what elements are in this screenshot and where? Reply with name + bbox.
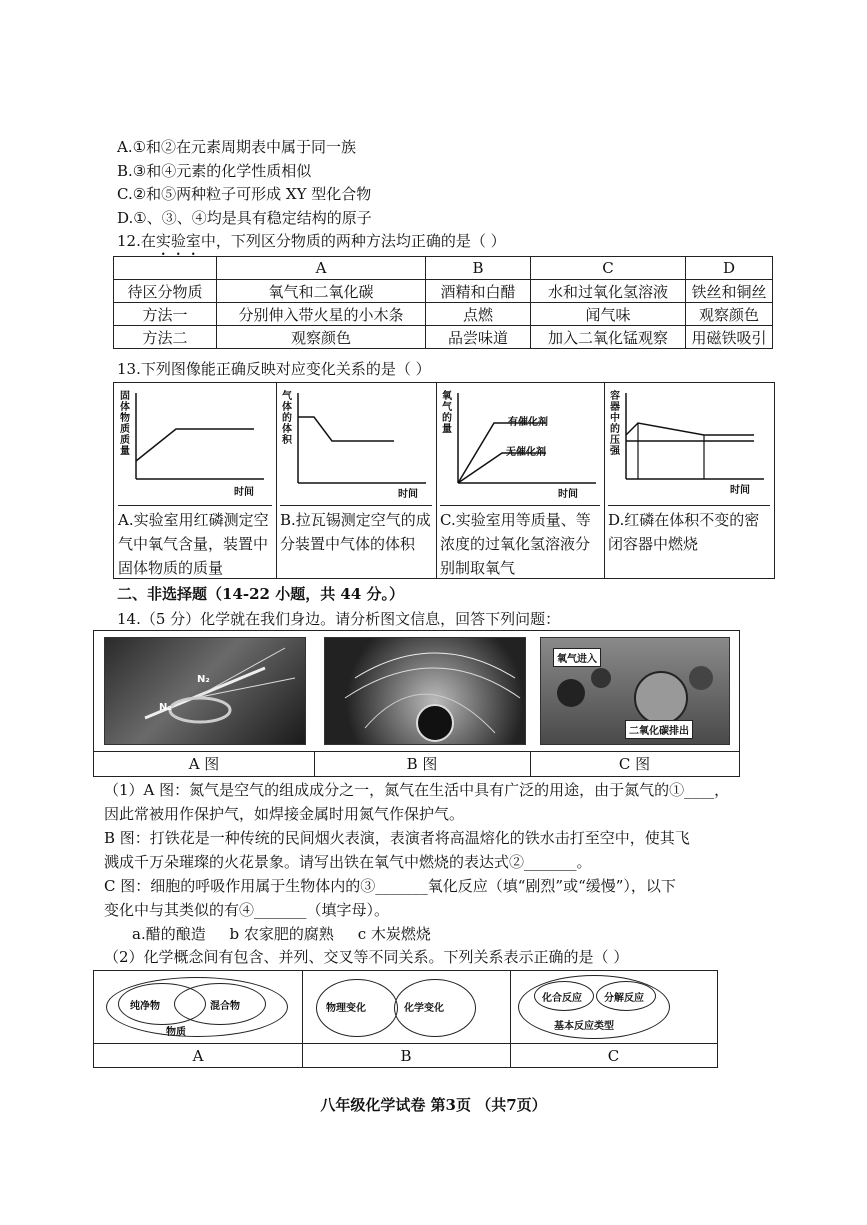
oxygen-in-label: 氧气进入 [553, 648, 601, 667]
q14-pb-line2: 溅成千万朵璀璨的火花景象。请写出铁在氧气中燃烧的表达式②_______。 [104, 853, 592, 871]
q14-pc-line2: 变化中与其类似的有④_______（填字母）。 [104, 901, 390, 919]
iron-flower-photo [324, 637, 526, 745]
q11-option-c: C.②和⑤两种粒子可形成 XY 型化合物 [117, 185, 372, 203]
graph-b-ylabel: 气体的体积 [282, 391, 292, 446]
n2-label-2: N₂ [159, 702, 172, 713]
q12-stem-emphasis: 实验室 [155, 232, 201, 250]
table-cell: 观察颜色 [686, 303, 773, 326]
q14-pc-line1: C 图：细胞的呼吸作用属于生物体内的③_______氧化反应（填“剧烈”或“缓慢”），以下 [104, 877, 676, 895]
venn-figure-row [93, 970, 718, 1068]
pic-a-caption: A 图 [94, 751, 315, 776]
venn-c-label-2: 分解反应 [604, 993, 644, 1004]
table-cell: B [426, 257, 531, 280]
respiration-diagram [540, 637, 730, 745]
q12-table [113, 256, 773, 349]
table-row [114, 280, 773, 303]
series-label-no-catalyst: 无催化剂 [506, 447, 546, 458]
table-cell: 分别伸入带火星的小木条 [217, 303, 426, 326]
venn-b-caption: B [302, 1043, 510, 1068]
co2-out-label: 二氧化碳排出 [625, 720, 693, 739]
q12-stem [117, 230, 506, 259]
iron-sparks-image [325, 638, 525, 744]
graph-d-xlabel: 时间 [730, 485, 750, 496]
table-cell: 水和过氧化氢溶液 [531, 280, 686, 303]
table-cell: 方法一 [114, 303, 217, 326]
table-cell: C [531, 257, 686, 280]
venn-a [94, 971, 303, 1067]
q14-stem: 14.（5 分）化学就在我们身边。请分析图文信息，回答下列问题： [117, 610, 561, 628]
graph-c-caption: C.实验室用等质量、等浓度的过氧化氢溶液分别制取氧气 [440, 505, 600, 580]
venn-b-label-1: 物理变化 [326, 1003, 366, 1014]
q12-stem-suffix: 中，下列区分物质的两种方法均正确的是（ ） [200, 232, 506, 250]
table-cell: 用磁铁吸引 [686, 326, 773, 349]
q11-option-d: D.①、③、④均是具有稳定结构的原子 [117, 209, 372, 227]
page-footer: 八年级化学试卷 第3页 （共7页） [320, 1096, 547, 1114]
table-cell: A [217, 257, 426, 280]
series-label-catalyst: 有催化剂 [508, 417, 548, 428]
venn-a-label-1: 纯净物 [130, 1001, 160, 1012]
q12-header-row [114, 257, 773, 280]
venn-c-label-1: 化合反应 [542, 993, 582, 1004]
table-cell: 加入二氧化锰观察 [531, 326, 686, 349]
q14-part2-stem: （2）化学概念间有包含、并列、交叉等不同关系。下列关系表示正确的是（ ） [104, 948, 629, 966]
q13-graph-grid [113, 382, 775, 579]
graph-d-caption: D.红磷在体积不变的密闭容器中燃烧 [608, 505, 770, 556]
venn-a-label-3: 物质 [166, 1027, 186, 1038]
table-cell: 氧气和二氧化碳 [217, 280, 426, 303]
graph-d-ylabel: 容器中的压强 [610, 391, 620, 457]
venn-c-label-3: 基本反应类型 [554, 1021, 614, 1032]
q11-option-b: B.③和④元素的化学性质相似 [117, 162, 312, 180]
table-cell: D [686, 257, 773, 280]
table-cell [114, 257, 217, 280]
q11-option-a: A.①和②在元素周期表中属于同一族 [117, 138, 357, 156]
q14-figure-strip [93, 630, 740, 777]
venn-a-caption: A [94, 1043, 302, 1068]
venn-b-label-2: 化学变化 [404, 1003, 444, 1014]
table-cell: 方法二 [114, 326, 217, 349]
table-cell: 闻气味 [531, 303, 686, 326]
table-cell: 品尝味道 [426, 326, 531, 349]
n2-label-1: N₂ [197, 674, 210, 685]
table-row [114, 303, 773, 326]
q13-stem: 13.下列图像能正确反映对应变化关系的是（ ） [117, 360, 431, 378]
welding-photo [104, 637, 306, 745]
table-cell: 酒精和白醋 [426, 280, 531, 303]
table-row [114, 326, 773, 349]
venn-b [302, 971, 511, 1067]
q13-graph-c [436, 383, 605, 578]
q13-graph-a [114, 383, 277, 578]
q14-part1-line1: （1）A 图：氮气是空气的组成成分之一，氮气在生活中具有广泛的用途，由于氮气的①____， [104, 781, 730, 799]
graph-c-xlabel: 时间 [558, 489, 578, 500]
venn-c-caption: C [510, 1043, 717, 1068]
graph-a-xlabel: 时间 [234, 487, 254, 498]
graph-a-caption: A.实验室用红磷测定空气中氧气含量，装置中固体物质的质量 [118, 505, 272, 580]
q14-choices: a.醋的酿造 b 农家肥的腐熟 c 木炭燃烧 [132, 925, 431, 943]
graph-c-ylabel: 氧气的量 [442, 391, 452, 435]
venn-a-label-2: 混合物 [210, 1001, 240, 1012]
table-cell: 观察颜色 [217, 326, 426, 349]
q14-pb-line1: B 图：打铁花是一种传统的民间烟火表演，表演者将高温熔化的铁水击打至空中，使其飞 [104, 829, 690, 847]
table-cell: 点燃 [426, 303, 531, 326]
pic-c-caption: C 图 [530, 751, 739, 776]
graph-a-ylabel: 固体物质质量 [120, 391, 130, 457]
sparks-image [105, 638, 305, 744]
q13-graph-b [276, 383, 437, 578]
section-heading: 二、非选择题（14-22 小题，共 44 分。） [117, 585, 405, 603]
pic-b-caption: B 图 [314, 751, 531, 776]
venn-c [510, 971, 717, 1067]
q12-stem-prefix: 12.在 [117, 232, 156, 250]
graph-b-xlabel: 时间 [398, 489, 418, 500]
table-cell: 铁丝和铜丝 [686, 280, 773, 303]
graph-b-caption: B.拉瓦锡测定空气的成分装置中气体的体积 [280, 505, 432, 556]
table-cell: 待区分物质 [114, 280, 217, 303]
q13-graph-d [604, 383, 774, 578]
q14-part1-line2: 因此常被用作保护气，如焊接金属时用氮气作保护气。 [104, 805, 465, 823]
